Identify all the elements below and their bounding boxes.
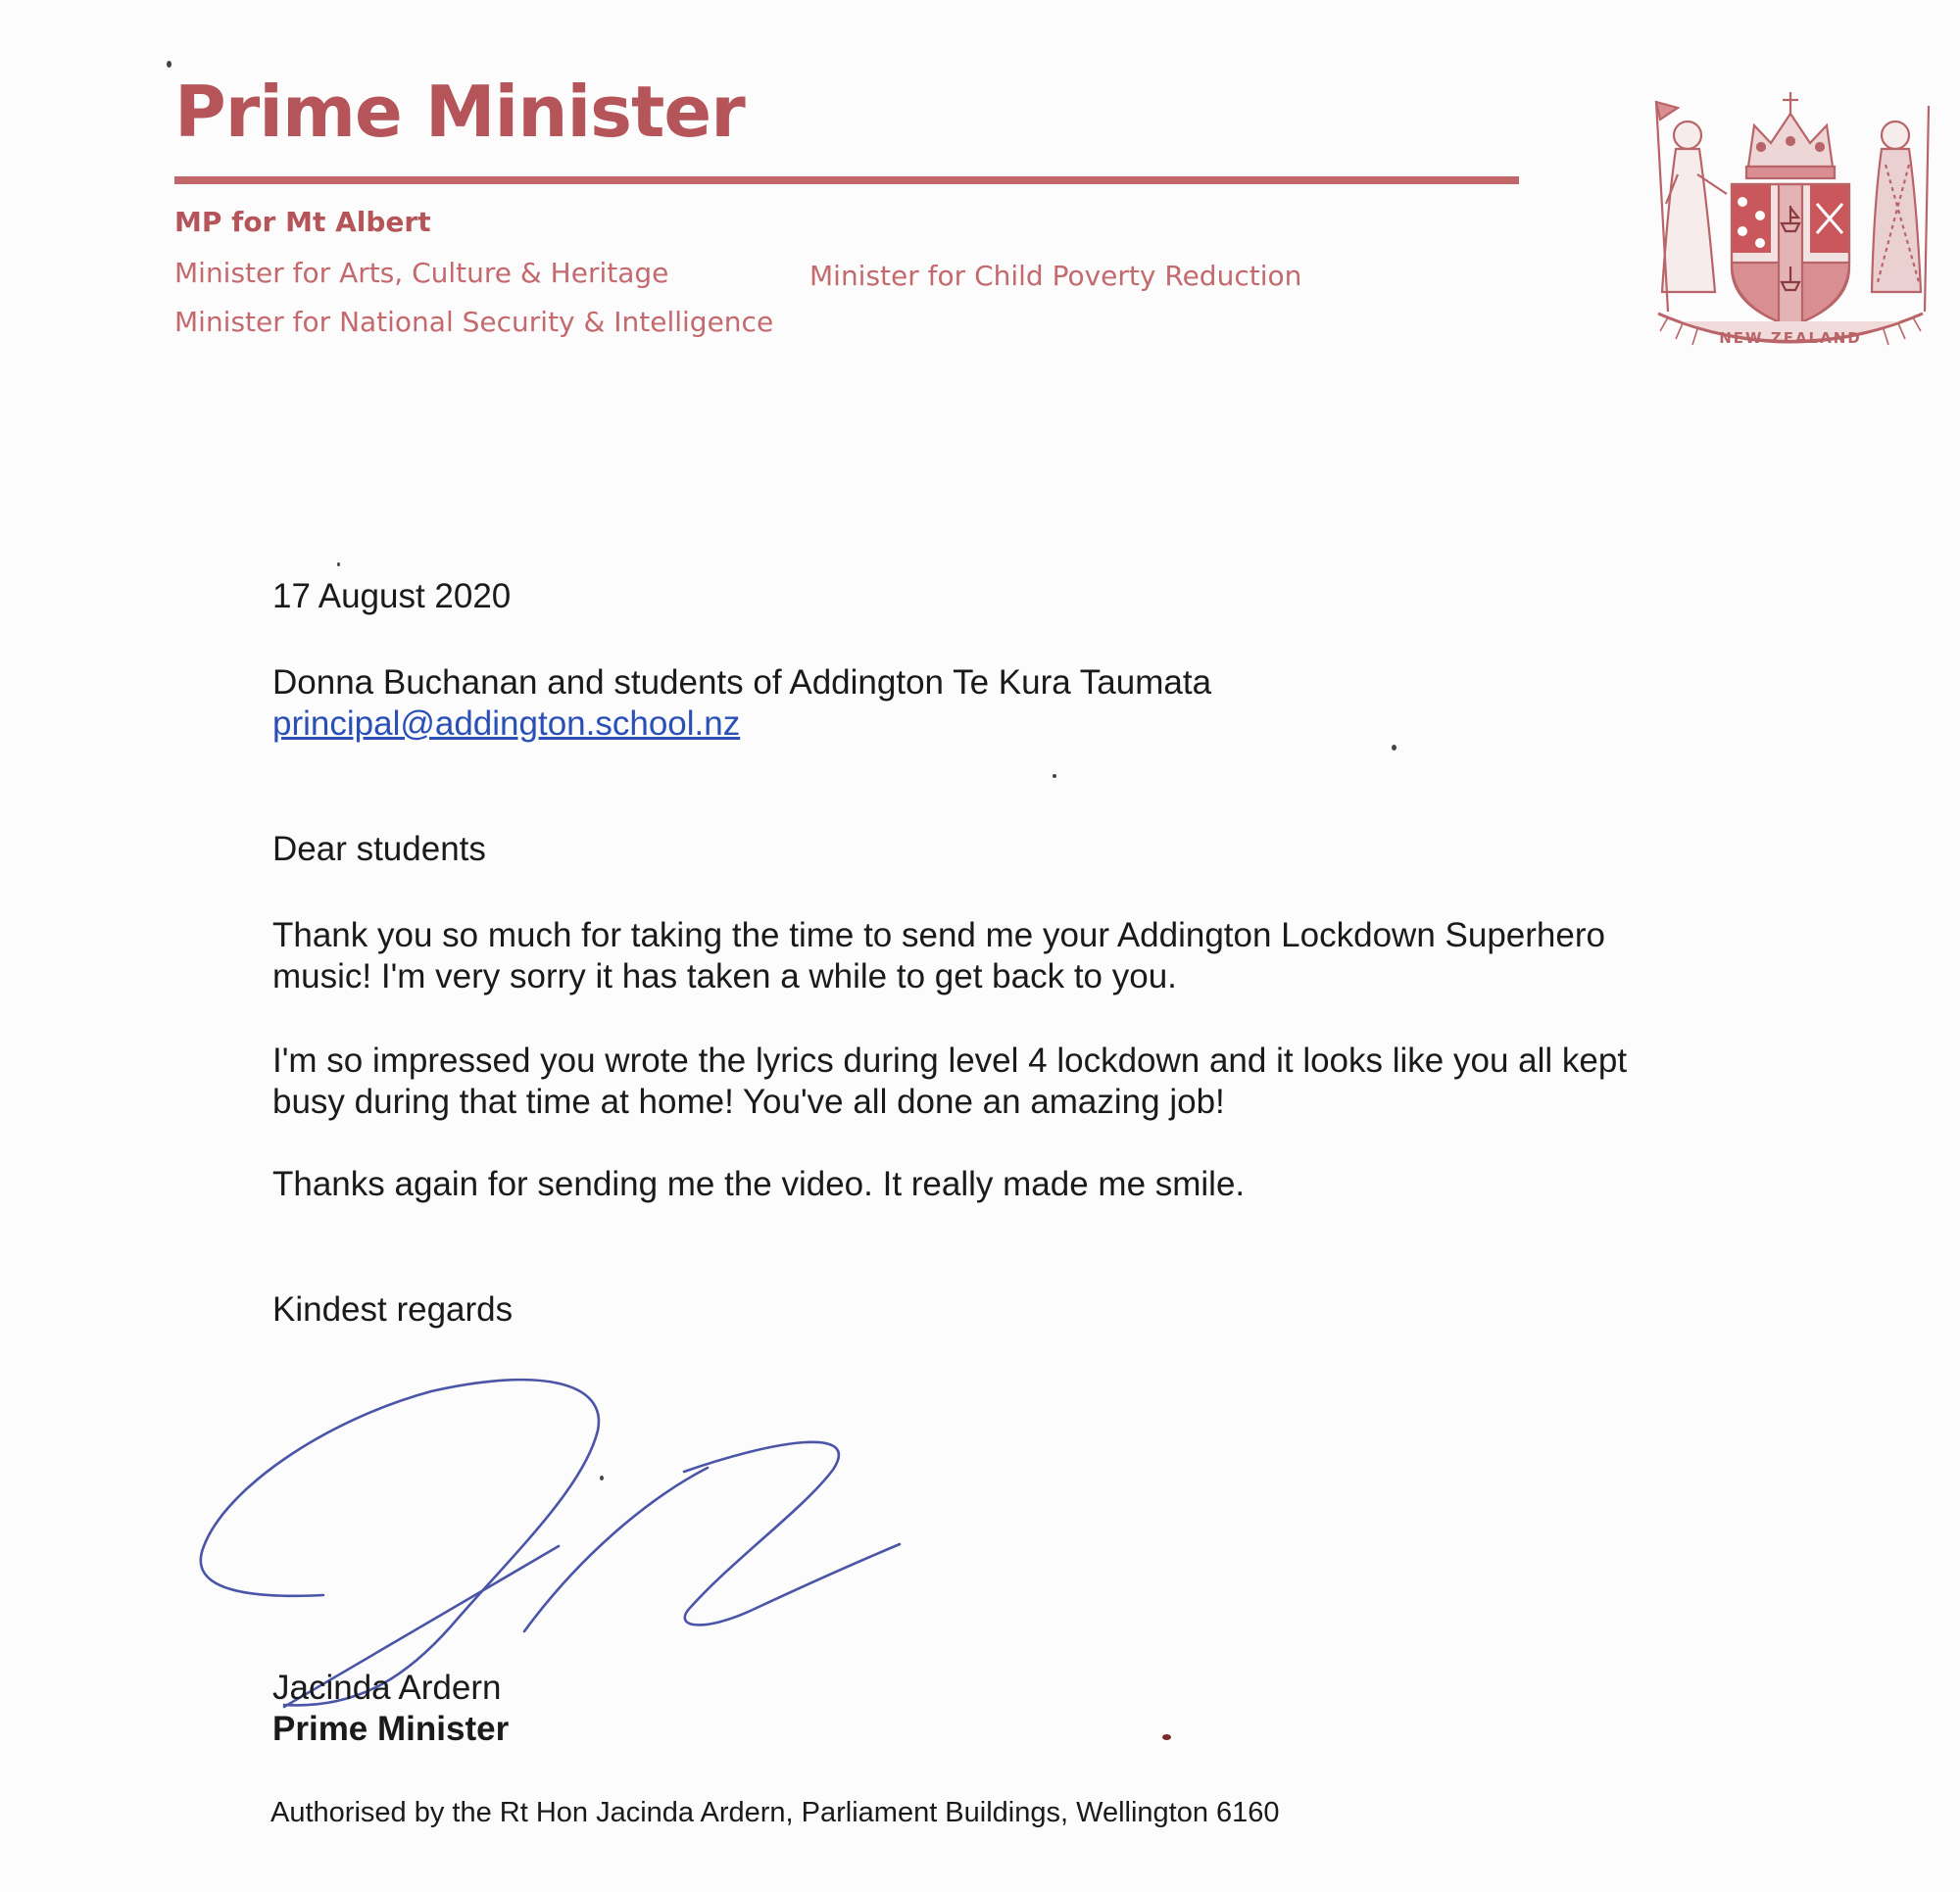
scan-speck (167, 61, 172, 68)
signer-name: Jacinda Ardern (272, 1669, 502, 1707)
signer-title: Prime Minister (272, 1710, 510, 1748)
paragraph-3-line-1: Thanks again for sending me the video. It really made me smile. (272, 1165, 1246, 1203)
paragraph-2-line-2: busy during that time at home! You've all done an amazing job! (272, 1083, 1225, 1121)
letter-salutation: Dear students (272, 830, 486, 868)
recipient-email-link[interactable]: principal@addington.school.nz (272, 704, 741, 743)
letter-paragraph-1 (272, 915, 1605, 997)
paragraph-2-line-1: I'm so impressed you wrote the lyrics during level 4 lockdown and it looks like you all kept (272, 1042, 1628, 1080)
scan-speck (337, 562, 340, 566)
letterhead-role-child-poverty: Minister for Child Poverty Reduction (809, 260, 1302, 292)
scan-speck (600, 1476, 604, 1480)
letter-recipient: Donna Buchanan and students of Addington Te Kura Taumata (272, 663, 1212, 702)
paragraph-1-line-2: music! I'm very sorry it has taken a while to get back to you. (272, 957, 1177, 995)
scan-speck (1053, 774, 1056, 778)
letter-paragraph-3 (272, 1164, 1245, 1205)
letterhead-role-security: Minister for National Security & Intelligence (174, 306, 774, 338)
letterhead-role-arts: Minister for Arts, Culture & Heritage (174, 257, 669, 289)
letter-paragraph-2 (272, 1041, 1627, 1123)
coat-of-arms-icon (1639, 86, 1942, 370)
letter-closing: Kindest regards (272, 1290, 514, 1329)
letterhead-title: Prime Minister (174, 71, 745, 153)
letterhead-rule (174, 176, 1519, 184)
authorisation-statement: Authorised by the Rt Hon Jacinda Ardern, Parliament Buildings, Wellington 6160 (270, 1797, 1280, 1828)
letter-date: 17 August 2020 (272, 577, 512, 615)
letterhead-mp-line: MP for Mt Albert (174, 206, 431, 238)
crest-banner-text: NEW ZEALAND (1719, 329, 1862, 347)
scan-speck (1392, 745, 1396, 751)
handwritten-signature (186, 1333, 931, 1724)
paragraph-1-line-1: Thank you so much for taking the time to send me your Addington Lockdown Superhero (272, 916, 1605, 954)
scan-speck (1162, 1734, 1171, 1740)
